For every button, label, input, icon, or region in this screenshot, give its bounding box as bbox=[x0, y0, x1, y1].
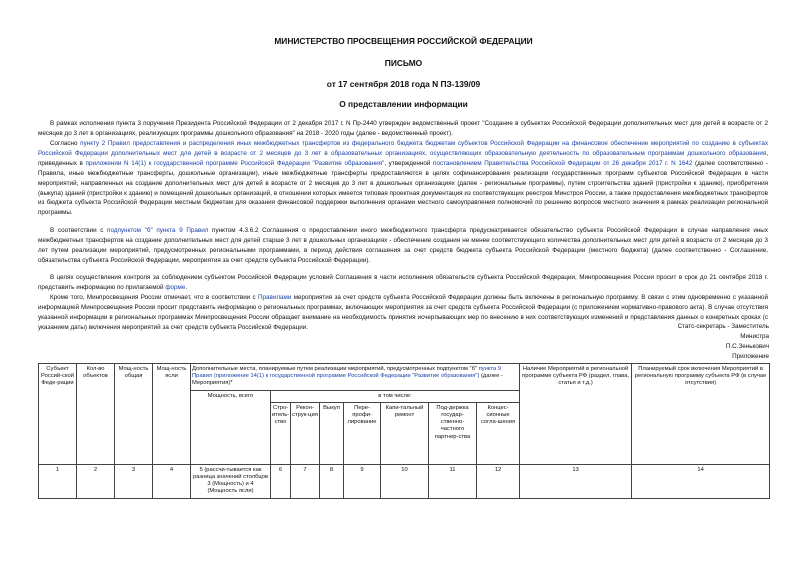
paragraph-2-text-2: , приведенных в bbox=[38, 149, 768, 167]
paragraph-2-text-4: (далее соответственно - Правила, иные межбюджетные трансферты, дошкольные организации), иные межбюджетные трансферты предоставляются в целях софинансирования реализации государственных программ субъектов Российской Федерации в части мероприятий, направленных на создание дополнительных мест для детей в возрасте от 2 месяцев до 3 лет в дошкольных организациях (далее - региональные программы), путем строительства зданий (пристройки к зданию), приобретения (выкупа) зданий (пристройки к зданию) и помещений дошкольных организаций, в отношении которых имеется типовая проектная документация из соответствующих реестров Минстроя России, а также предоставления межбюджетных трансфертов из бюджета субъекта Российской Федерации местным бюджетам для оказания финансовой поддержки выполнения органами местного самоуправления полномочий по решению вопросов местного значения в рамках реализации региональной программы. bbox=[38, 159, 768, 217]
header-including: в том числе: bbox=[271, 390, 520, 402]
col-number: 11 bbox=[429, 464, 477, 498]
col-number: 3 bbox=[115, 464, 153, 498]
government-decree-link[interactable]: постановлением Правительства Российской Федерации от 26 декабря 2017 г. N 1642 bbox=[433, 159, 693, 167]
header-power-nursery: Мощ-ность ясли bbox=[153, 364, 191, 465]
subpoint-b-point-9-link[interactable]: подпунктом "б" пункта 9 Правил bbox=[107, 227, 209, 234]
header-additional-places bbox=[191, 364, 520, 391]
header-concessions: Концес-сионные согла-шения bbox=[477, 402, 520, 464]
col-number: 7 bbox=[291, 464, 320, 498]
col-number: 1 bbox=[39, 464, 77, 498]
col-number: 8 bbox=[320, 464, 344, 498]
signature-name: П.С.Зенькович bbox=[725, 343, 769, 350]
col-number: 12 bbox=[477, 464, 520, 498]
table-header-row-1 bbox=[39, 364, 770, 391]
header-subject: Субъект Россий-ской Феде-рации bbox=[39, 364, 77, 465]
col-number: 14 bbox=[632, 464, 770, 498]
col-number: 13 bbox=[520, 464, 632, 498]
paragraph-2 bbox=[38, 139, 768, 218]
header-additional-places-text-2: (далее - Мероприятия)* bbox=[192, 373, 503, 387]
appendix-label: Приложение bbox=[732, 353, 769, 360]
header-reconstruction: Рекон-струк-ция bbox=[291, 402, 320, 464]
col-number: 9 bbox=[344, 464, 381, 498]
header-reprofiling: Пере-профи-лирование bbox=[344, 402, 381, 464]
ministry-title: МИНИСТЕРСТВО ПРОСВЕЩЕНИЯ РОССИЙСКОЙ ФЕДЕРАЦИИ bbox=[274, 36, 533, 46]
paragraph-5-text-2: мероприятия за счет средств субъекта Российской Федерации должны быть включены в региональную программу. В связи с этим одновременно с указанной информацией Минпросвещения России просит представить информацию о региональных программах, включающих мероприятия за счет средств субъекта Российской Федерации (с приложением нормативно-правового акта). В случае отсутствия указанной информации в региональных программах Минпросвещения России обращает внимание на необходимость принятия исчерпывающих мер по внесению в них соответствующих изменений и представления данных о конкретных сроках (с указанием даты) включения мероприятий за счет средств субъекта Российской Федерации. bbox=[38, 294, 768, 331]
paragraph-3-text-2: пунктом 4.3.6.2 Соглашения о предоставлении иного межбюджетного трансферта предусматривается обязательство субъекта Российской Федерации в случае направления иных межбюджетных трансфертов на создание дополнительных мест для детей старше 3 лет в дошкольных организациях - обеспечение создания не менее соответствующего количества дополнительных мест для детей в возрасте от 2 месяцев до 3 лет путем реализации мероприятий, предусмотренных региональными программами, в период действия соглашения за счет средств бюджета субъекта Российской Федерации (местного бюджета) (далее соответственно - Соглашение, обязательства субъекта Российской Федерации, мероприятия за счет средств субъекта Российской Федерации). bbox=[38, 227, 768, 264]
paragraph-4-text-2: . bbox=[185, 283, 188, 291]
rules-link[interactable]: Правилами bbox=[257, 294, 292, 301]
paragraph-5-text-1: Кроме того, Минпросвещения России отмечает, что в соответствии с bbox=[50, 294, 258, 301]
paragraph-1-text: В рамках исполнения пункта 3 поручения Президента Российской Федерации от 2 декабря 2017 г. N Пр-2440 утвержден ведомственный проект "Создание в субъектах Российской Федерации дополнительных мест для детей в возрасте от 2 месяцев до 3 лет в организациях, реализующих программы дошкольного образования" на 2018 - 2020 годы (далее - ведомственный проект). bbox=[38, 120, 768, 137]
paragraph-3 bbox=[38, 226, 768, 266]
paragraph-1 bbox=[38, 119, 768, 139]
paragraph-4-text-1: В целях осуществления контроля за соблюдением субъектом Российской Федерации условий Соглашения в части исполнения обязательств субъекта Российской Федерации, Минпросвещения России просит в срок до 21 сентября 2018 г. представить информацию по прилагаемой bbox=[38, 274, 768, 291]
paragraph-4 bbox=[38, 273, 768, 293]
paragraph-2-text-3: , утвержденной bbox=[384, 159, 434, 167]
col-number: 5 (рассчи-тывается как разница значений столбцов 3 (Мощность) и 4 (Мощность ясли) bbox=[191, 464, 271, 498]
appendix-14-1-link[interactable]: приложении N 14(1) к государственной программе Российской Федерации "Развитие образования" bbox=[85, 159, 385, 167]
header-point-9-link[interactable]: пункта 9 Правил (приложение 14(1) к государственной программе Российской Федерации "Развитие образования") bbox=[192, 366, 502, 380]
col-number: 10 bbox=[381, 464, 429, 498]
header-capital-repair: Капи-тальный ремонт bbox=[381, 402, 429, 464]
appendix-form-table bbox=[38, 363, 770, 499]
header-planned-inclusion-date: Планируемый срок включения Мероприятий в региональную программу субъекта РФ (в случае отсутствия) bbox=[632, 364, 770, 465]
form-link[interactable]: форме bbox=[165, 283, 186, 291]
header-objects-count: Кол-во объектов bbox=[77, 364, 115, 465]
paragraph-2-text-1: Согласно bbox=[50, 140, 81, 147]
rules-point-2-link[interactable]: пункту 2 Правил предоставления и распределения иных межбюджетных трансфертов из федерального бюджета бюджетам субъектов Российской Федерации на финансовое обеспечение мероприятий по созданию в субъектах Российской Федерации дополнительных мест для детей в возрасте от 2 месяцев до 3 лет в образовательных организациях, осуществляющих образовательную деятельность по образовательным программам дошкольного образования bbox=[38, 140, 769, 157]
table-numbers-row bbox=[39, 464, 770, 498]
col-number: 6 bbox=[271, 464, 291, 498]
signature-position-2: Министра bbox=[740, 333, 769, 340]
paragraph-3-text-1: В соответствии с bbox=[50, 227, 108, 234]
header-power-all: Мощность, всего bbox=[191, 390, 271, 464]
document-date-number: от 17 сентября 2018 года N ПЗ-139/09 bbox=[326, 79, 481, 89]
signature-position: Статс-секретарь - Заместитель bbox=[677, 323, 769, 330]
header-construction: Стро-итель-ство bbox=[271, 402, 291, 464]
header-additional-places-text-1: Дополнительные места, планируемые путем реализации мероприятий, предусмотренных подпунктом "б" bbox=[192, 366, 479, 372]
header-buyout: Выкуп bbox=[320, 402, 344, 464]
header-in-regional-program: Наличие Мероприятий в региональной программе субъекта РФ (раздел, глава, статья и т.д.) bbox=[520, 364, 632, 465]
document-type: ПИСЬМО bbox=[384, 58, 423, 68]
document-subject: О представлении информации bbox=[339, 99, 468, 109]
header-ppp-support: Под-держка государ-ственно-частного партнер-ства bbox=[429, 402, 477, 464]
header-power-total: Мощ-ность общая bbox=[115, 364, 153, 465]
col-number: 2 bbox=[77, 464, 115, 498]
paragraph-5 bbox=[38, 293, 768, 333]
col-number: 4 bbox=[153, 464, 191, 498]
